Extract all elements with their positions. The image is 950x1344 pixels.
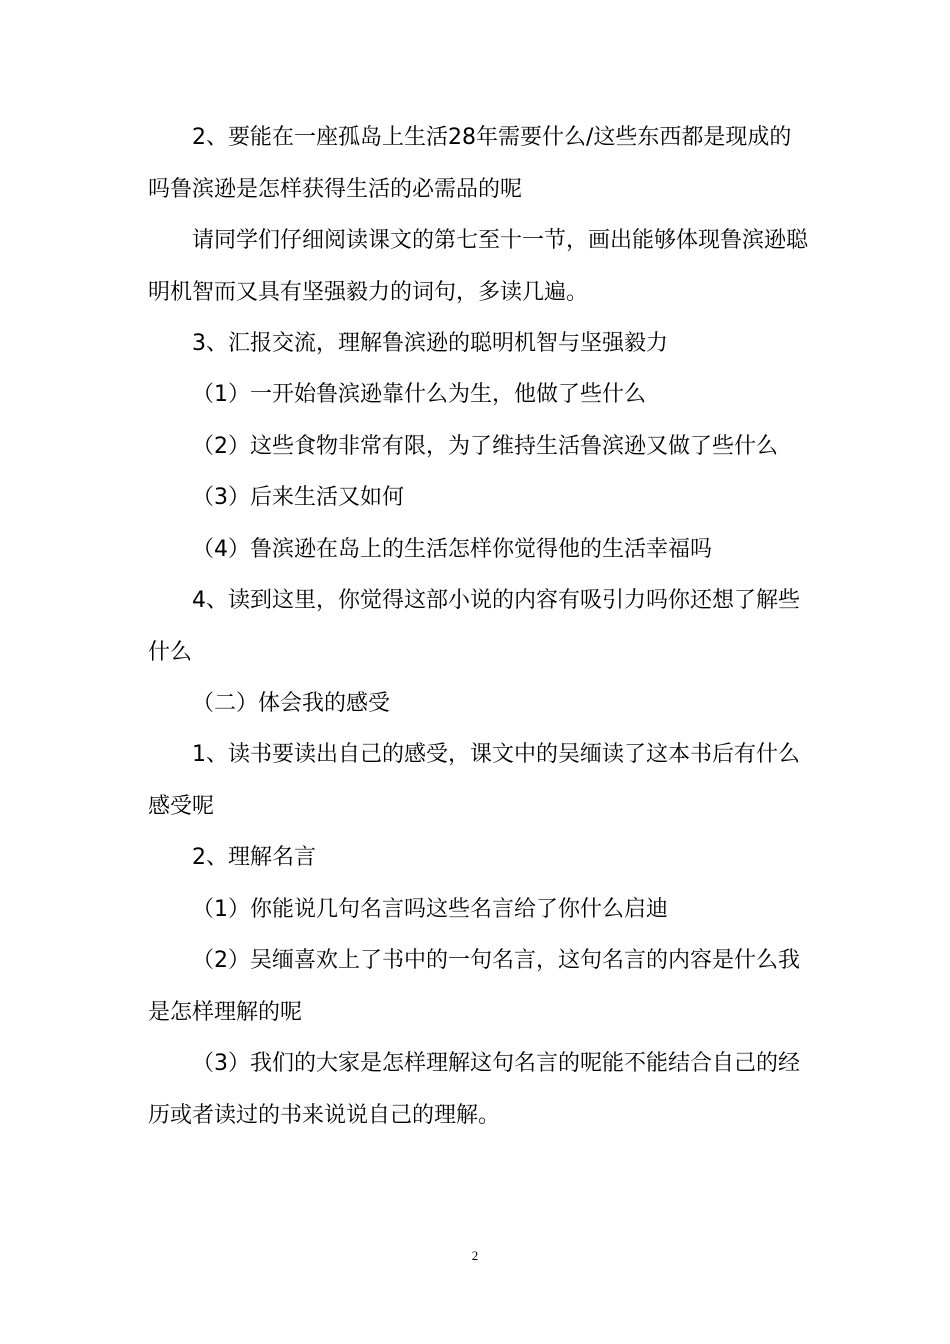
- paragraph-quote-sub-1: （1）你能说几句名言吗这些名言给了你什么启迪: [192, 897, 668, 922]
- paragraph-reading-instruction: 请同学们仔细阅读课文的第七至十一节，画出能够体现鲁滨逊聪明机智而又具有坚强毅力的词句，多读几遍。: [148, 228, 809, 305]
- paragraph-question-4: 4、读到这里，你觉得这部小说的内容有吸引力吗你还想了解些什么: [148, 588, 800, 665]
- paragraph-quote-sub-3: （3）我们的大家是怎样理解这句名言的呢能不能结合自己的经历或者读过的书来说说自己的理解。: [148, 1051, 800, 1128]
- paragraph-sub-4: （4）鲁滨逊在岛上的生活怎样你觉得他的生活幸福吗: [192, 537, 712, 562]
- page-number: 2: [471, 1248, 479, 1263]
- paragraph-quote-sub-2: （2）吴缅喜欢上了书中的一句名言，这句名言的内容是什么我是怎样理解的呢: [148, 948, 800, 1025]
- section-heading-feelings: （二）体会我的感受: [192, 691, 391, 716]
- paragraph-sub-2: （2）这些食物非常有限，为了维持生活鲁滨逊又做了些什么: [192, 434, 778, 459]
- paragraph-sub-3: （3）后来生活又如何: [192, 485, 404, 510]
- paragraph-question-2: 2、要能在一座孤岛上生活28年需要什么/这些东西都是现成的吗鲁滨逊是怎样获得生活的必需品的呢: [148, 125, 792, 202]
- paragraph-sub-1: （1）一开始鲁滨逊靠什么为生，他做了些什么: [192, 382, 646, 407]
- paragraph-feelings-1: 1、读书要读出自己的感受，课文中的吴缅读了这本书后有什么感受呢: [148, 742, 800, 819]
- paragraph-question-3: 3、汇报交流，理解鲁滨逊的聪明机智与坚强毅力: [192, 331, 668, 356]
- paragraph-feelings-2: 2、理解名言: [192, 845, 316, 870]
